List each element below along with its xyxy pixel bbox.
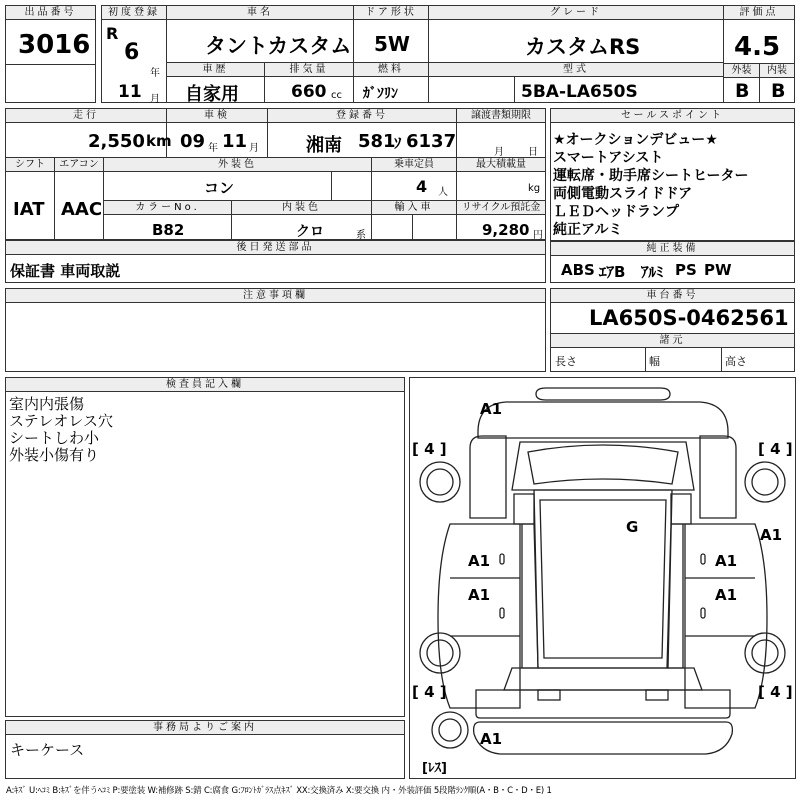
office-label: 事務局よりご案内: [6, 721, 404, 735]
recycle-label: リサイクル預託金: [457, 201, 545, 215]
exterior-grade: B: [735, 80, 750, 102]
equipment-alloy: ｱﾙﾐ: [641, 263, 664, 281]
car-info-block: [166, 5, 724, 103]
equipment-block: [550, 241, 795, 283]
tire-mark-front-right: [ 4 ]: [758, 440, 793, 458]
inspector-note-3: シートしわ小: [9, 429, 100, 447]
rear-hatch: [476, 690, 730, 718]
front-left-fender: [470, 436, 506, 518]
top-stripe: [536, 388, 670, 400]
transfer-label: 譲渡書類期限: [457, 109, 545, 123]
plate-label: 登録番号: [268, 109, 456, 123]
history: 自家用: [185, 84, 239, 105]
capacity: 4: [416, 177, 428, 196]
sales-point-3: 運転席・助手席シートヒーター: [553, 168, 749, 184]
inspector-note-2: ステレオレス穴: [9, 412, 113, 430]
displacement-unit: cc: [331, 90, 342, 101]
interior-label: 内装: [760, 64, 794, 78]
rest-label: [ﾚｽ]: [422, 761, 447, 776]
tire-mark-front-left: [ 4 ]: [412, 440, 447, 458]
fuel: ｶﾞｿﾘﾝ: [363, 86, 398, 102]
car-diagram: [409, 377, 796, 779]
load-label: 最大積載量: [457, 158, 545, 172]
damage-right-rear-door: A1: [715, 586, 738, 604]
fuel-label: 燃料: [354, 63, 428, 77]
sales-point-4: 両側電動スライドドア: [553, 186, 693, 202]
equipment-pw: PW: [704, 261, 732, 279]
width-label: 幅: [649, 355, 660, 368]
int-color-unit: 系: [356, 230, 366, 241]
car-name-label: 車名: [167, 6, 353, 20]
lot-number-cell: [5, 5, 96, 103]
mileage-unit: km: [146, 132, 172, 150]
month-unit: 月: [150, 94, 160, 105]
sales-point-1: ★オークションデビュー★: [553, 132, 718, 148]
displacement-label: 排気量: [265, 63, 353, 77]
equipment-ps: PS: [675, 261, 697, 279]
inspection-month-unit: 月: [249, 143, 259, 154]
plate-region: 湘南: [306, 135, 342, 156]
score-label: 評価点: [724, 6, 794, 20]
notes-block: [5, 288, 546, 372]
color-no-label: カラーNo.: [104, 201, 231, 215]
model-label: 型式: [429, 63, 723, 77]
shift: IAT: [13, 199, 45, 220]
inspection-year: 09: [180, 131, 206, 152]
sales-point-2: スマートアシスト: [553, 150, 664, 166]
height-label: 高さ: [725, 355, 747, 368]
displacement: 660: [291, 82, 327, 102]
capacity-unit: 人: [438, 187, 448, 198]
equipment-airbag: ｴｱB: [599, 263, 626, 281]
load-unit: kg: [528, 183, 541, 194]
mileage-label: 走行: [6, 109, 166, 123]
inspection-label: 車検: [167, 109, 267, 123]
office-block: [5, 720, 405, 779]
exterior-label: 外装: [724, 64, 759, 78]
lot-number-label: 出品番号: [6, 6, 95, 20]
office-note: キーケース: [10, 741, 85, 759]
wheel-front-left: [420, 462, 460, 502]
reg-month: 11: [118, 82, 142, 102]
mileage: 2,550: [88, 131, 145, 152]
front-bumper: [478, 402, 728, 438]
inspection-month: 11: [222, 131, 248, 152]
damage-right-fender: A1: [760, 526, 783, 544]
ext-color-label: 外装色: [104, 158, 371, 172]
inspector-label: 検査員記入欄: [6, 378, 404, 392]
import-label: 輸入車: [372, 201, 456, 215]
sales-point-5: ＬＥＤヘッドランプ: [553, 204, 679, 220]
roof-inner: [540, 500, 666, 658]
tire-mark-rear-right: [ 4 ]: [758, 683, 793, 701]
score: 4.5: [734, 32, 781, 62]
wheel-front-right: [745, 462, 785, 502]
inspection-year-unit: 年: [208, 143, 218, 154]
later-parts-label: 後日発送部品: [6, 241, 545, 255]
chassis-block: [550, 288, 795, 372]
year-unit: 年: [150, 68, 160, 79]
chassis-label: 車台番号: [551, 289, 794, 303]
interior-grade: B: [771, 80, 786, 102]
grade-label: グレード: [429, 6, 723, 20]
damage-left-front-door: A1: [468, 552, 491, 570]
sales-points-block: [550, 108, 795, 241]
recycle-fee: 9,280: [482, 221, 530, 239]
shift-label: シフト: [6, 158, 54, 172]
inspector-block: [5, 377, 405, 717]
front-right-fender: [700, 436, 736, 518]
windshield: [528, 445, 678, 484]
later-parts-block: [5, 240, 546, 283]
model-code: 5BA-LA650S: [521, 82, 638, 102]
legend-text: A:ｷｽﾞ U:ﾍｺﾐ B:ｷｽﾞを伴うﾍｺﾐ P:要塗装 W:補修跡 S:錆 C:腐食 G:ﾌﾛﾝﾄｶﾞﾗｽ点ｷｽﾞ XX:交換済み X:要交換 内・外装評価 5段階ﾗﾝｸ順(A・B・C・D・E) 1: [6, 786, 552, 796]
rear-window: [504, 668, 702, 690]
int-color: クロ: [296, 224, 324, 240]
damage-windshield-chip: G: [626, 518, 639, 536]
car-outline-svg: [410, 378, 795, 778]
equipment-label: 純正装備: [551, 242, 794, 256]
spare-wheel: [432, 712, 468, 748]
inspector-note-1: 室内内張傷: [9, 395, 85, 413]
plate-kana: ｿ: [394, 134, 402, 152]
plate-class: 581: [358, 131, 396, 152]
era: R: [106, 24, 119, 43]
tire-mark-rear-left: [ 4 ]: [412, 683, 447, 701]
lot-number: 3016: [18, 30, 91, 60]
transfer-month-unit: 月: [494, 147, 504, 158]
specs-block: [5, 108, 546, 240]
transfer-day-unit: 日: [528, 147, 538, 158]
plate-number: 6137: [406, 131, 457, 152]
sales-point-6: 純正アルミ: [553, 222, 623, 238]
chassis-number: LA650S-0462561: [589, 306, 789, 330]
first-registration-cell: [101, 5, 167, 103]
air-conditioner: AAC: [61, 199, 103, 220]
damage-right-front-door: A1: [715, 552, 738, 570]
grade: カスタムRS: [525, 35, 641, 59]
length-label: 長さ: [555, 355, 577, 368]
notes-label: 注意事項欄: [6, 289, 545, 303]
first-reg-label: 初度登録: [102, 6, 166, 20]
equipment-abs: ABS: [561, 261, 595, 279]
score-cell: [723, 5, 795, 103]
sales-points-label: セールスポイント: [551, 109, 794, 123]
inspector-note-4: 外装小傷有り: [9, 446, 100, 464]
later-parts: 保証書 車両取説: [10, 262, 121, 280]
ac-label: エアコン: [55, 158, 103, 172]
roof: [534, 490, 672, 668]
door-type: 5W: [374, 32, 410, 56]
dims-label: 諸元: [551, 334, 794, 348]
car-name: タントカスタム: [205, 34, 352, 58]
damage-front-bumper: A1: [480, 400, 503, 418]
history-label: 車歴: [167, 63, 264, 77]
ext-color: コン: [204, 179, 235, 197]
capacity-label: 乗車定員: [372, 158, 456, 172]
damage-rear-bumper: A1: [480, 730, 503, 748]
door-label: ドア形状: [354, 6, 428, 20]
int-color-label: 内装色: [232, 201, 371, 215]
damage-left-rear-door: A1: [468, 586, 491, 604]
rear-bumper: [474, 722, 733, 754]
era-year: 6: [124, 40, 140, 65]
color-number: B82: [152, 221, 185, 239]
recycle-unit: 円: [533, 230, 543, 241]
